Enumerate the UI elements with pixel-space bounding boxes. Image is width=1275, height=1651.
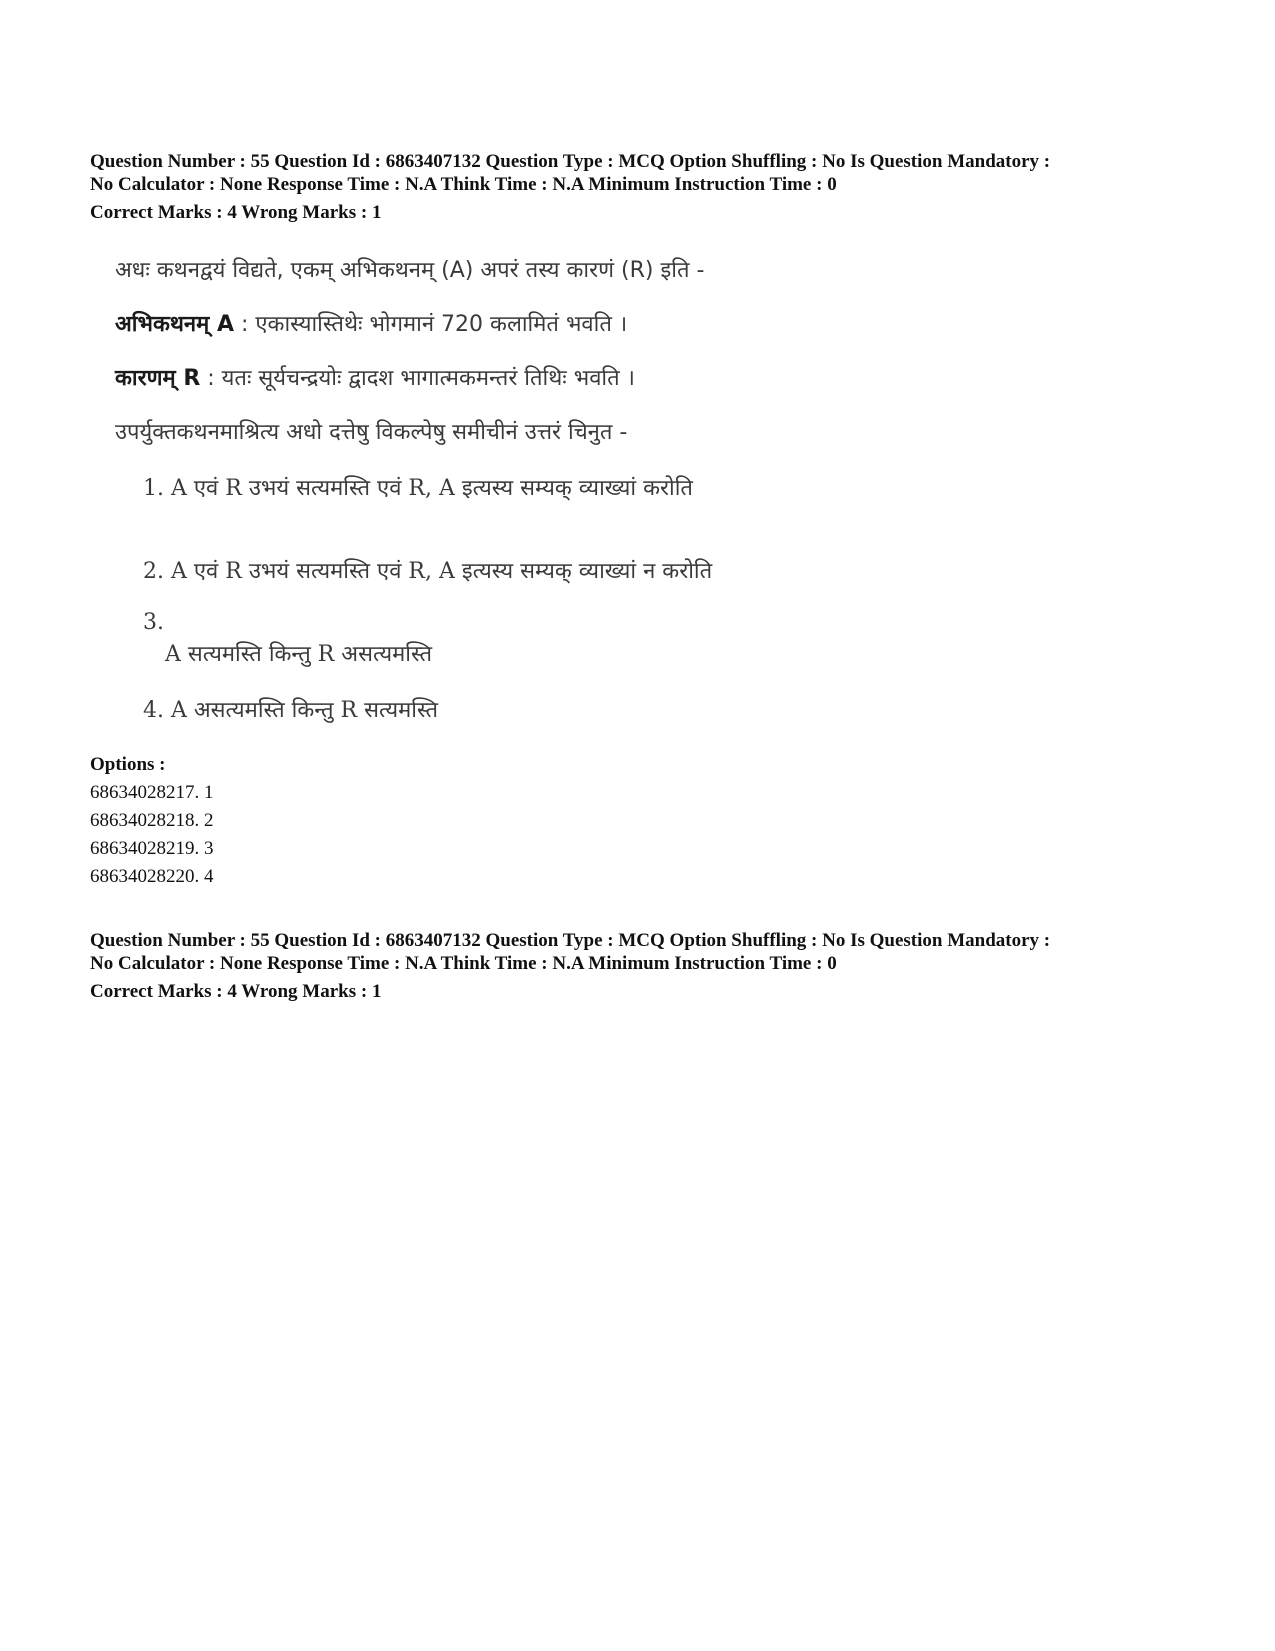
- question-intro: अधः कथनद्वयं विद्यते, एकम् अभिकथनम् (A) अपरं तस्य कारणं (R) इति -: [115, 258, 705, 283]
- options-label: Options :: [90, 754, 166, 775]
- reason-line: [115, 362, 635, 392]
- choice-1: 1. A एवं R उभयं सत्यमस्ति एवं R, A इत्यस्य सम्यक् व्याख्यां करोति: [143, 476, 693, 501]
- choice-3-number: 3.: [143, 610, 164, 635]
- assertion-label: अभिकथनम् A: [115, 312, 234, 337]
- question-meta-line-1: Question Number : 55 Question Id : 6863407132 Question Type : MCQ Option Shuffling : No Is Question Mandatory :: [90, 151, 1051, 172]
- assertion-text: : एकास्यास्तिथेः भोगमानं 720 कलामितं भवति ।: [233, 312, 628, 337]
- question-meta-line-2: No Calculator : None Response Time : N.A Think Time : N.A Minimum Instruction Time : 0: [90, 174, 837, 195]
- reason-text: : यतः सूर्यचन्द्रयोः द्वादश भागात्मकमन्तरं तिथिः भवति ।: [200, 366, 636, 391]
- option-item-1: 68634028217. 1: [90, 782, 214, 803]
- choice-4: 4. A असत्यमस्ति किन्तु R सत्यमस्ति: [143, 698, 439, 723]
- question-2-meta-line-1: Question Number : 55 Question Id : 6863407132 Question Type : MCQ Option Shuffling : No Is Question Mandatory :: [90, 930, 1051, 951]
- option-item-3: 68634028219. 3: [90, 838, 214, 859]
- question-instruction: उपर्युक्तकथनमाश्रित्य अधो दत्तेषु विकल्पेषु समीचीनं उत्तरं चिनुत -: [115, 420, 628, 445]
- question-marks-line: Correct Marks : 4 Wrong Marks : 1: [90, 202, 382, 223]
- reason-label: कारणम् R: [115, 366, 201, 391]
- question-2-meta-line-2: No Calculator : None Response Time : N.A Think Time : N.A Minimum Instruction Time : 0: [90, 953, 837, 974]
- question-2-marks-line: Correct Marks : 4 Wrong Marks : 1: [90, 981, 382, 1002]
- assertion-line: [115, 308, 627, 338]
- option-item-4: 68634028220. 4: [90, 866, 214, 887]
- choice-2: 2. A एवं R उभयं सत्यमस्ति एवं R, A इत्यस्य सम्यक् व्याख्यां न करोति: [143, 559, 713, 584]
- option-item-2: 68634028218. 2: [90, 810, 214, 831]
- choice-3-text: A सत्यमस्ति किन्तु R असत्यमस्ति: [165, 642, 433, 667]
